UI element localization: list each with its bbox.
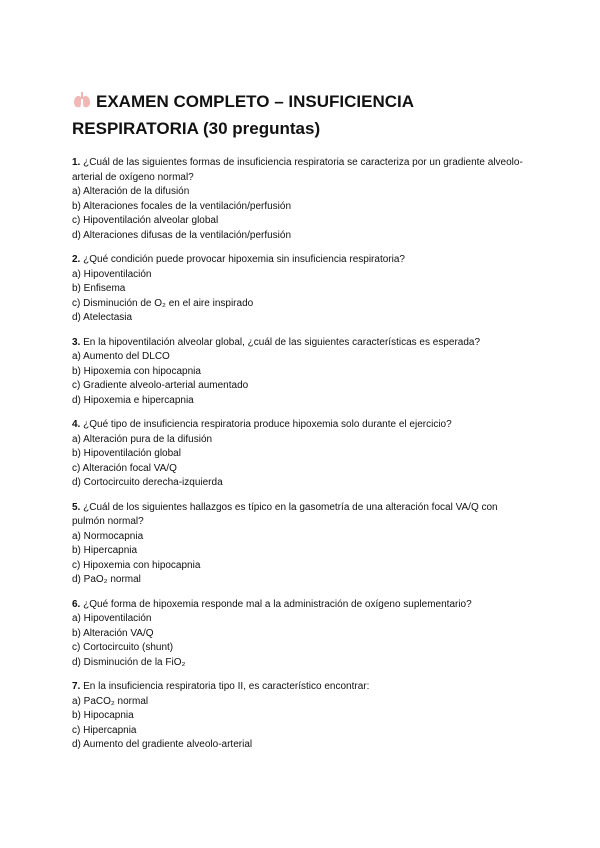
answer-option: c) Alteración focal VA/Q xyxy=(72,462,177,474)
question-stem xyxy=(72,156,532,185)
question-stem xyxy=(72,501,532,530)
answer-option: d) Hipoxemia e hipercapnia xyxy=(72,394,194,406)
answer-option: b) Hipocapnia xyxy=(72,710,134,721)
question-number: 6. xyxy=(72,598,81,610)
question-number: 7. xyxy=(72,681,81,692)
question-number: 2. xyxy=(72,254,81,265)
question-2 xyxy=(72,253,532,326)
question-4 xyxy=(72,418,532,491)
question-text: ¿Cuál de los siguientes hallazgos es típico en la gasometría de una alteración focal VA/Q con pulmón normal? xyxy=(72,501,498,527)
question-text: ¿Qué forma de hipoxemia responde mal a la administración de oxígeno suplementario? xyxy=(83,598,472,610)
lungs-icon xyxy=(72,90,92,108)
question-stem xyxy=(72,598,532,613)
answer-option: b) Enfisema xyxy=(72,283,126,294)
question-5 xyxy=(72,501,532,588)
answer-option: d) Aumento del gradiente alveolo-arterial xyxy=(72,739,253,750)
answer-option: a) Hipoventilación xyxy=(72,613,152,624)
question-7 xyxy=(72,680,532,753)
answer-option: b) Alteración VA/Q xyxy=(72,627,154,639)
answer-option: d) Cortocircuito derecha-izquierda xyxy=(72,477,223,488)
question-number: 3. xyxy=(72,336,81,348)
question-stem xyxy=(72,253,532,268)
question-stem xyxy=(72,680,532,695)
question-stem xyxy=(72,418,532,433)
answer-option: c) Hipoventilación alveolar global xyxy=(72,215,219,226)
question-text: ¿Qué tipo de insuficiencia respiratoria produce hipoxemia solo durante el ejercicio? xyxy=(83,419,452,430)
answer-option: d) Disminución de la FiO₂ xyxy=(72,656,186,668)
answer-option: c) Hipercapnia xyxy=(72,724,137,736)
answer-option: a) Alteración pura de la difusión xyxy=(72,433,213,445)
answer-option: c) Disminución de O₂ en el aire inspirado xyxy=(72,297,254,309)
question-3 xyxy=(72,336,532,409)
answer-option: c) Hipoxemia con hipocapnia xyxy=(72,559,201,571)
answer-option: a) Normocapnia xyxy=(72,530,144,542)
title-text: EXAMEN COMPLETO – INSUFICIENCIA RESPIRATORIA (30 preguntas) xyxy=(72,92,414,138)
question-stem xyxy=(72,336,532,351)
answer-option: c) Cortocircuito (shunt) xyxy=(72,642,174,653)
answer-option: a) Alteración de la difusión xyxy=(72,186,190,197)
question-text: ¿Cuál de las siguientes formas de insuficiencia respiratoria se caracteriza por un gradiente alveolo-arterial de oxígeno normal? xyxy=(72,157,523,183)
answer-option: b) Hipoventilación global xyxy=(72,448,181,459)
answer-option: c) Gradiente alveolo-arterial aumentado xyxy=(72,380,249,391)
question-text: ¿Qué condición puede provocar hipoxemia sin insuficiencia respiratoria? xyxy=(83,254,405,265)
question-number: 1. xyxy=(72,157,81,168)
answer-option: b) Hipercapnia xyxy=(72,545,138,556)
answer-option: d) Atelectasia xyxy=(72,312,133,323)
document-page xyxy=(72,88,532,763)
question-text: En la insuficiencia respiratoria tipo II, es característico encontrar: xyxy=(83,681,370,692)
answer-option: b) Hipoxemia con hipocapnia xyxy=(72,365,201,377)
question-text: En la hipoventilación alveolar global, ¿cuál de las siguientes características es esperada? xyxy=(83,336,481,348)
question-6 xyxy=(72,598,532,671)
question-1 xyxy=(72,156,532,243)
page-title xyxy=(72,88,532,142)
answer-option: d) PaO₂ normal xyxy=(72,574,141,585)
answer-option: b) Alteraciones focales de la ventilación/perfusión xyxy=(72,200,292,212)
answer-option: a) Aumento del DLCO xyxy=(72,351,170,362)
answer-option: a) PaCO₂ normal xyxy=(72,695,149,707)
question-number: 4. xyxy=(72,419,81,430)
answer-option: a) Hipoventilación xyxy=(72,268,152,280)
question-list xyxy=(72,156,532,753)
question-number: 5. xyxy=(72,501,81,513)
answer-option: d) Alteraciones difusas de la ventilación/perfusión xyxy=(72,229,292,241)
